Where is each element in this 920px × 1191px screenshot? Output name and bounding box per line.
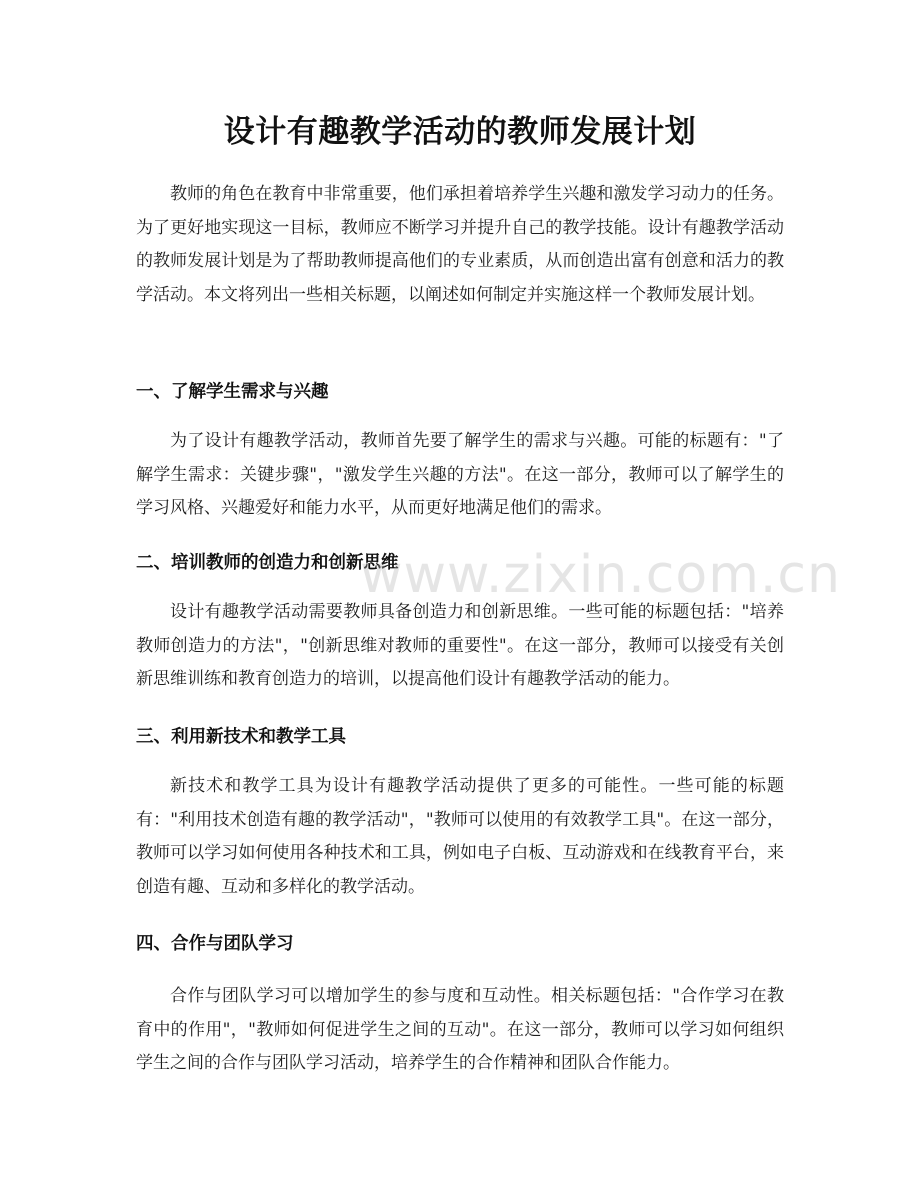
section-4-heading: 四、合作与团队学习	[136, 934, 294, 954]
intro-paragraph: 教师的角色在教育中非常重要，他们承担着培养学生兴趣和激发学习动力的任务。为了更好地实现这一目标，教师应不断学习并提升自己的教学技能。设计有趣教学活动的教师发展计划是为了帮助教师提高他们的专业素质，从而创造出富有创意和活力的教学活动。本文将列出一些相关标题，以阐述如何制定并实施这样一个教师发展计划。	[136, 184, 784, 305]
section-2-body: 设计有趣教学活动需要教师具备创造力和创新思维。一些可能的标题包括："培养教师创造力的方法"，"创新思维对教师的重要性"。在这一部分，教师可以接受有关创新思维训练和教育创造力的培训，以提高他们设计有趣教学活动的能力。	[136, 602, 784, 689]
watermark-text: www.zixin.com.cn	[360, 545, 841, 605]
section-3-body: 新技术和教学工具为设计有趣教学活动提供了更多的可能性。一些可能的标题有："利用技术创造有趣的教学活动"，"教师可以使用的有效教学工具"。在这一部分，教师可以学习如何使用各种技术和工具，例如电子白板、互动游戏和在线教育平台，来创造有趣、互动和多样化的教学活动。	[136, 776, 784, 897]
section-1-heading: 一、了解学生需求与兴趣	[136, 382, 329, 402]
section-4-body: 合作与团队学习可以增加学生的参与度和互动性。相关标题包括："合作学习在教育中的作用"，"教师如何促进学生之间的互动"。在这一部分，教师可以学习如何组织学生之间的合作与团队学习活动，培养学生的合作精神和团队合作能力。	[136, 986, 784, 1073]
section-2-heading: 二、培训教师的创造力和创新思维	[136, 553, 399, 573]
section-1-body: 为了设计有趣教学活动，教师首先要了解学生的需求与兴趣。可能的标题有："了解学生需求：关键步骤"，"激发学生兴趣的方法"。在这一部分，教师可以了解学生的学习风格、兴趣爱好和能力水平，从而更好地满足他们的需求。	[136, 431, 784, 518]
section-3-heading: 三、利用新技术和教学工具	[136, 727, 346, 747]
document-title: 设计有趣教学活动的教师发展计划	[223, 114, 697, 150]
